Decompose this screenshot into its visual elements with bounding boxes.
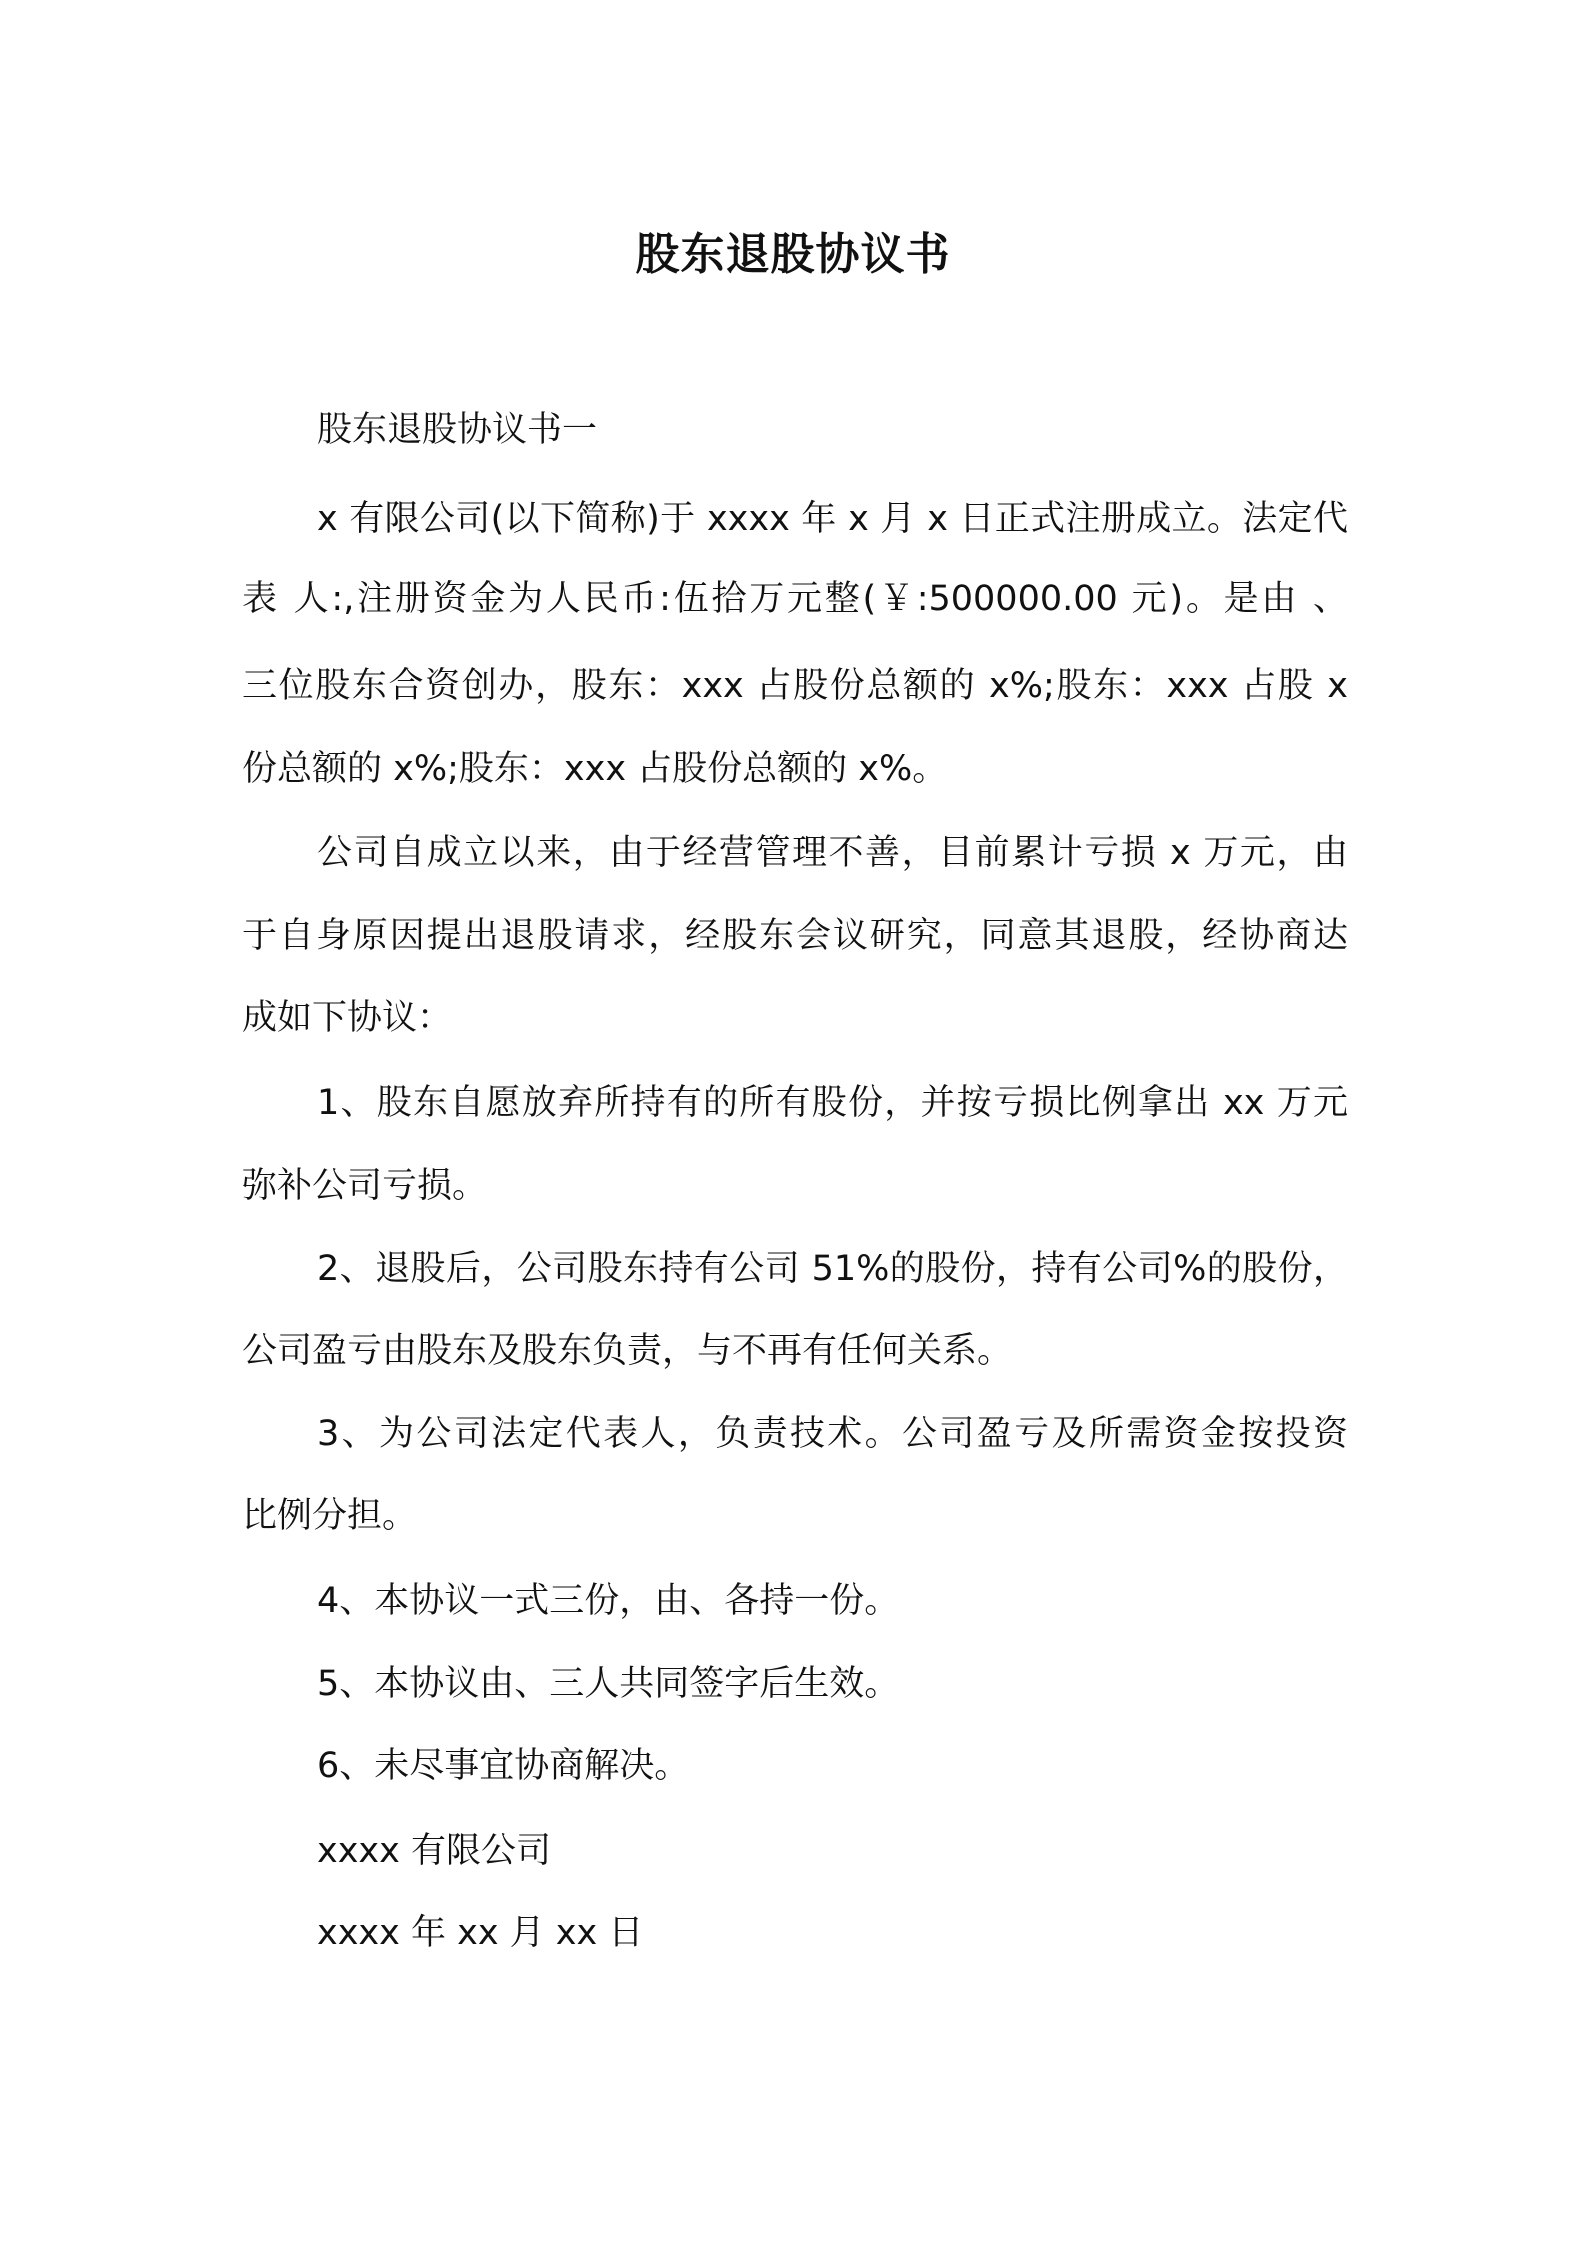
clause-line: 2、退股后，公司股东持有公司 51%的股份，持有公司%的股份， bbox=[317, 1249, 1348, 1289]
paragraph-line: 于自身原因提出退股请求，经股东会议研究，同意其退股，经协商达 bbox=[242, 916, 1348, 956]
signature-date: xxxx 年 xx 月 xx 日 bbox=[317, 1913, 644, 1953]
paragraph-line: x 有限公司(以下简称)于 xxxx 年 x 月 x 日正式注册成立。法定代 bbox=[317, 499, 1348, 539]
paragraph-line: 成如下协议： bbox=[242, 998, 453, 1038]
clause-line: 公司盈亏由股东及股东负责，与不再有任何关系。 bbox=[242, 1331, 1013, 1371]
subheading: 股东退股协议书一 bbox=[317, 410, 598, 450]
paragraph-line: 份总额的 x%;股东：xxx 占股份总额的 x%。 bbox=[242, 749, 948, 789]
clause-line: 4、本协议一式三份，由、各持一份。 bbox=[317, 1581, 900, 1621]
company-name: xxxx 有限公司 bbox=[317, 1831, 551, 1871]
clause-line: 5、本协议由、三人共同签字后生效。 bbox=[317, 1664, 900, 1704]
clause-line: 1、股东自愿放弃所持有的所有股份，并按亏损比例拿出 xx 万元 bbox=[317, 1083, 1348, 1123]
paragraph-line: 三位股东合资创办，股东：xxx 占股份总额的 x%;股东：xxx 占股 x bbox=[242, 666, 1348, 706]
document-title: 股东退股协议书 bbox=[635, 229, 951, 280]
clause-line: 弥补公司亏损。 bbox=[242, 1166, 488, 1206]
paragraph-line: 公司自成立以来，由于经营管理不善，目前累计亏损 x 万元，由 bbox=[317, 833, 1348, 873]
paragraph-line: 表 人:,注册资金为人民币:伍拾万元整(￥:500000.00 元)。是由 、 bbox=[242, 579, 1348, 619]
clause-line: 6、未尽事宜协商解决。 bbox=[317, 1746, 690, 1786]
clause-line: 比例分担。 bbox=[242, 1496, 418, 1536]
clause-line: 3、为公司法定代表人，负责技术。公司盈亏及所需资金按投资 bbox=[317, 1414, 1348, 1454]
